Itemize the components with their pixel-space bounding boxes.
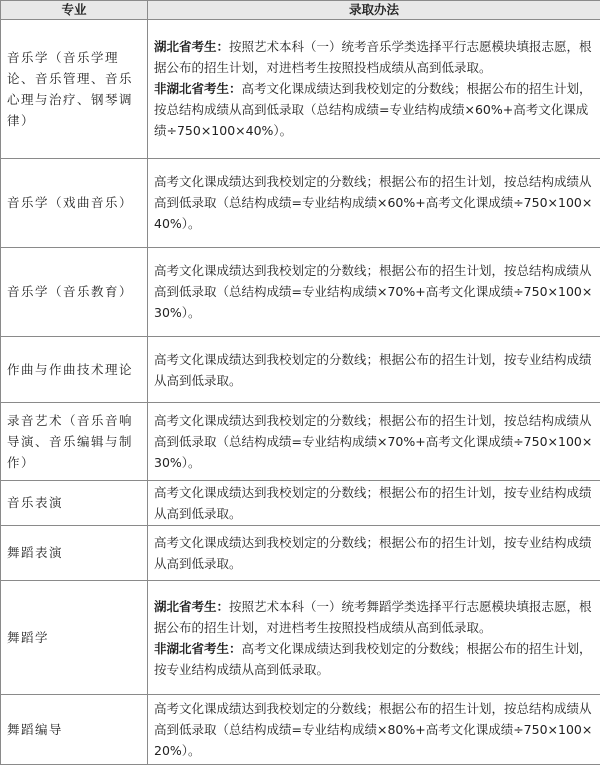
table-row [1,403,600,481]
non-hubei-text: 高考文化课成绩达到我校划定的分数线；根据公布的招生计划，按总结构成绩从高到低录取（总结构成绩=专业结构成绩×60%+高考文化课成绩÷750×100×40%）。 [154,81,592,139]
method-cell [148,581,600,695]
non-hubei-text: 高考文化课成绩达到我校划定的分数线；根据公布的招生计划，按专业结构成绩从高到低录取。 [154,640,592,677]
non-hubei-label: 非湖北省考生： [154,640,242,656]
major-cell: 舞蹈表演 [1,525,148,580]
hubei-paragraph [154,36,594,78]
header-major: 专业 [1,1,148,20]
table-row [1,695,600,765]
method-cell: 高考文化课成绩达到我校划定的分数线；根据公布的招生计划，按总结构成绩从高到低录取（总结构成绩=专业结构成绩×70%+高考文化课成绩÷750×100×30%）。 [148,403,600,481]
table-row [1,336,600,402]
table-row [1,581,600,695]
major-cell: 音乐学（戏曲音乐） [1,158,148,247]
hubei-paragraph [154,596,594,638]
non-hubei-paragraph [154,638,594,680]
non-hubei-label: 非湖北省考生： [154,81,242,97]
hubei-label: 湖北省考生： [154,39,230,55]
header-row [1,1,600,20]
table-row [1,480,600,525]
method-cell: 高考文化课成绩达到我校划定的分数线；根据公布的招生计划，按总结构成绩从高到低录取（总结构成绩=专业结构成绩×80%+高考文化课成绩÷750×100×20%）。 [148,695,600,765]
table-row [1,247,600,336]
hubei-label: 湖北省考生： [154,598,230,614]
major-cell: 音乐学（音乐教育） [1,247,148,336]
major-cell: 舞蹈编导 [1,695,148,765]
major-cell: 音乐学（音乐学理论、音乐管理、音乐心理与治疗、钢琴调律） [1,20,148,159]
method-cell: 高考文化课成绩达到我校划定的分数线；根据公布的招生计划，按专业结构成绩从高到低录取。 [148,480,600,525]
table-row [1,158,600,247]
table-row [1,525,600,580]
method-cell [148,20,600,159]
method-cell: 高考文化课成绩达到我校划定的分数线；根据公布的招生计划，按总结构成绩从高到低录取（总结构成绩=专业结构成绩×60%+高考文化课成绩÷750×100×40%）。 [148,158,600,247]
table-row [1,20,600,159]
major-cell: 舞蹈学 [1,581,148,695]
method-cell: 高考文化课成绩达到我校划定的分数线；根据公布的招生计划，按总结构成绩从高到低录取（总结构成绩=专业结构成绩×70%+高考文化课成绩÷750×100×30%）。 [148,247,600,336]
major-cell: 作曲与作曲技术理论 [1,336,148,402]
hubei-text: 按照艺术本科（一）统考音乐学类选择平行志愿模块填报志愿，根据公布的招生计划，对进档考生按照投档成绩从高到低录取。 [154,39,592,76]
header-method: 录取办法 [148,1,600,20]
method-cell: 高考文化课成绩达到我校划定的分数线；根据公布的招生计划，按专业结构成绩从高到低录取。 [148,525,600,580]
hubei-text: 按照艺术本科（一）统考舞蹈学类选择平行志愿模块填报志愿，根据公布的招生计划，对进档考生按照投档成绩从高到低录取。 [154,598,592,635]
non-hubei-paragraph [154,78,594,141]
method-cell: 高考文化课成绩达到我校划定的分数线；根据公布的招生计划，按专业结构成绩从高到低录取。 [148,336,600,402]
major-cell: 音乐表演 [1,480,148,525]
major-cell: 录音艺术（音乐音响导演、音乐编辑与制作） [1,403,148,481]
